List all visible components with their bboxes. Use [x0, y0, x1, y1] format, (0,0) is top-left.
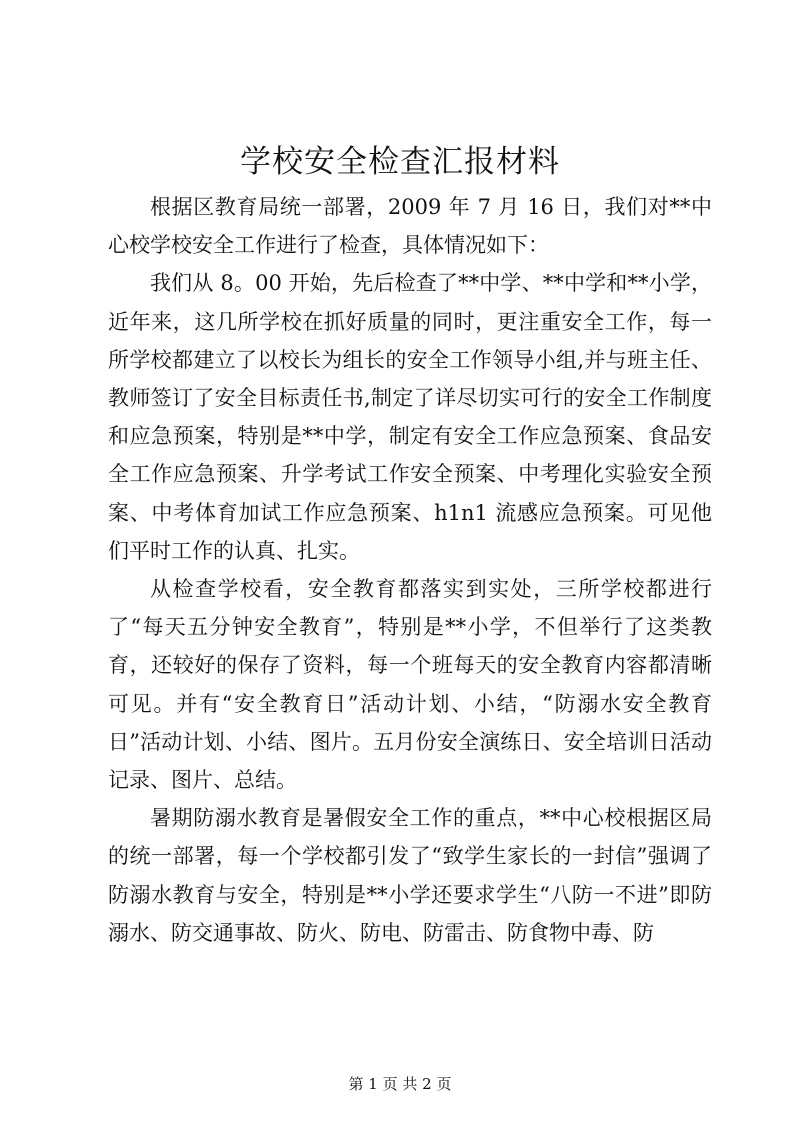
- page-footer: 第 1 页 共 2 页: [348, 1075, 452, 1093]
- paragraph-inspection: 我们从 8。00 开始，先后检查了**中学、**中学和**小学，近年来，这几所学校在抓好质量的同时，更注重安全工作，每一所学校都建立了以校长为组长的安全工作领导小组,并与班主任、教师签订了安全目标责任书,制定了详尽切实可行的安全工作制度和应急预案，特别是**中学，制定有安全工作应急预案、食品安全工作应急预案、升学考试工作安全预案、中考理化实验安全预案、中考体育加试工作应急预案、h1n1 流感应急预案。可见他们平时工作的认真、扎实。: [108, 271, 712, 563]
- paragraph-drowning-prevention: 暑期防溺水教育是暑假安全工作的重点，**中心校根据区局的统一部署，每一个学校都引发了“致学生家长的一封信”强调了防溺水教育与安全，特别是**小学还要求学生“八防一不进”即防溺水、防交通事故、防火、防电、防雷击、防食物中毒、防: [108, 806, 712, 945]
- document-title: 学校安全检查汇报材料: [240, 144, 560, 180]
- paragraph-safety-education: 从检查学校看，安全教育都落实到实处，三所学校都进行了“每天五分钟安全教育”，特别是**小学，不但举行了这类教育，还较好的保存了资料，每一个班每天的安全教育内容都清晰可见。并有“安全教育日”活动计划、小结，“防溺水安全教育日”活动计划、小结、图片。五月份安全演练日、安全培训日活动记录、图片、总结。: [108, 577, 712, 793]
- document-body: [108, 188, 712, 952]
- paragraph-intro: 根据区教育局统一部署，2009 年 7 月 16 日，我们对**中心校学校安全工作进行了检查，具体情况如下：: [108, 195, 712, 258]
